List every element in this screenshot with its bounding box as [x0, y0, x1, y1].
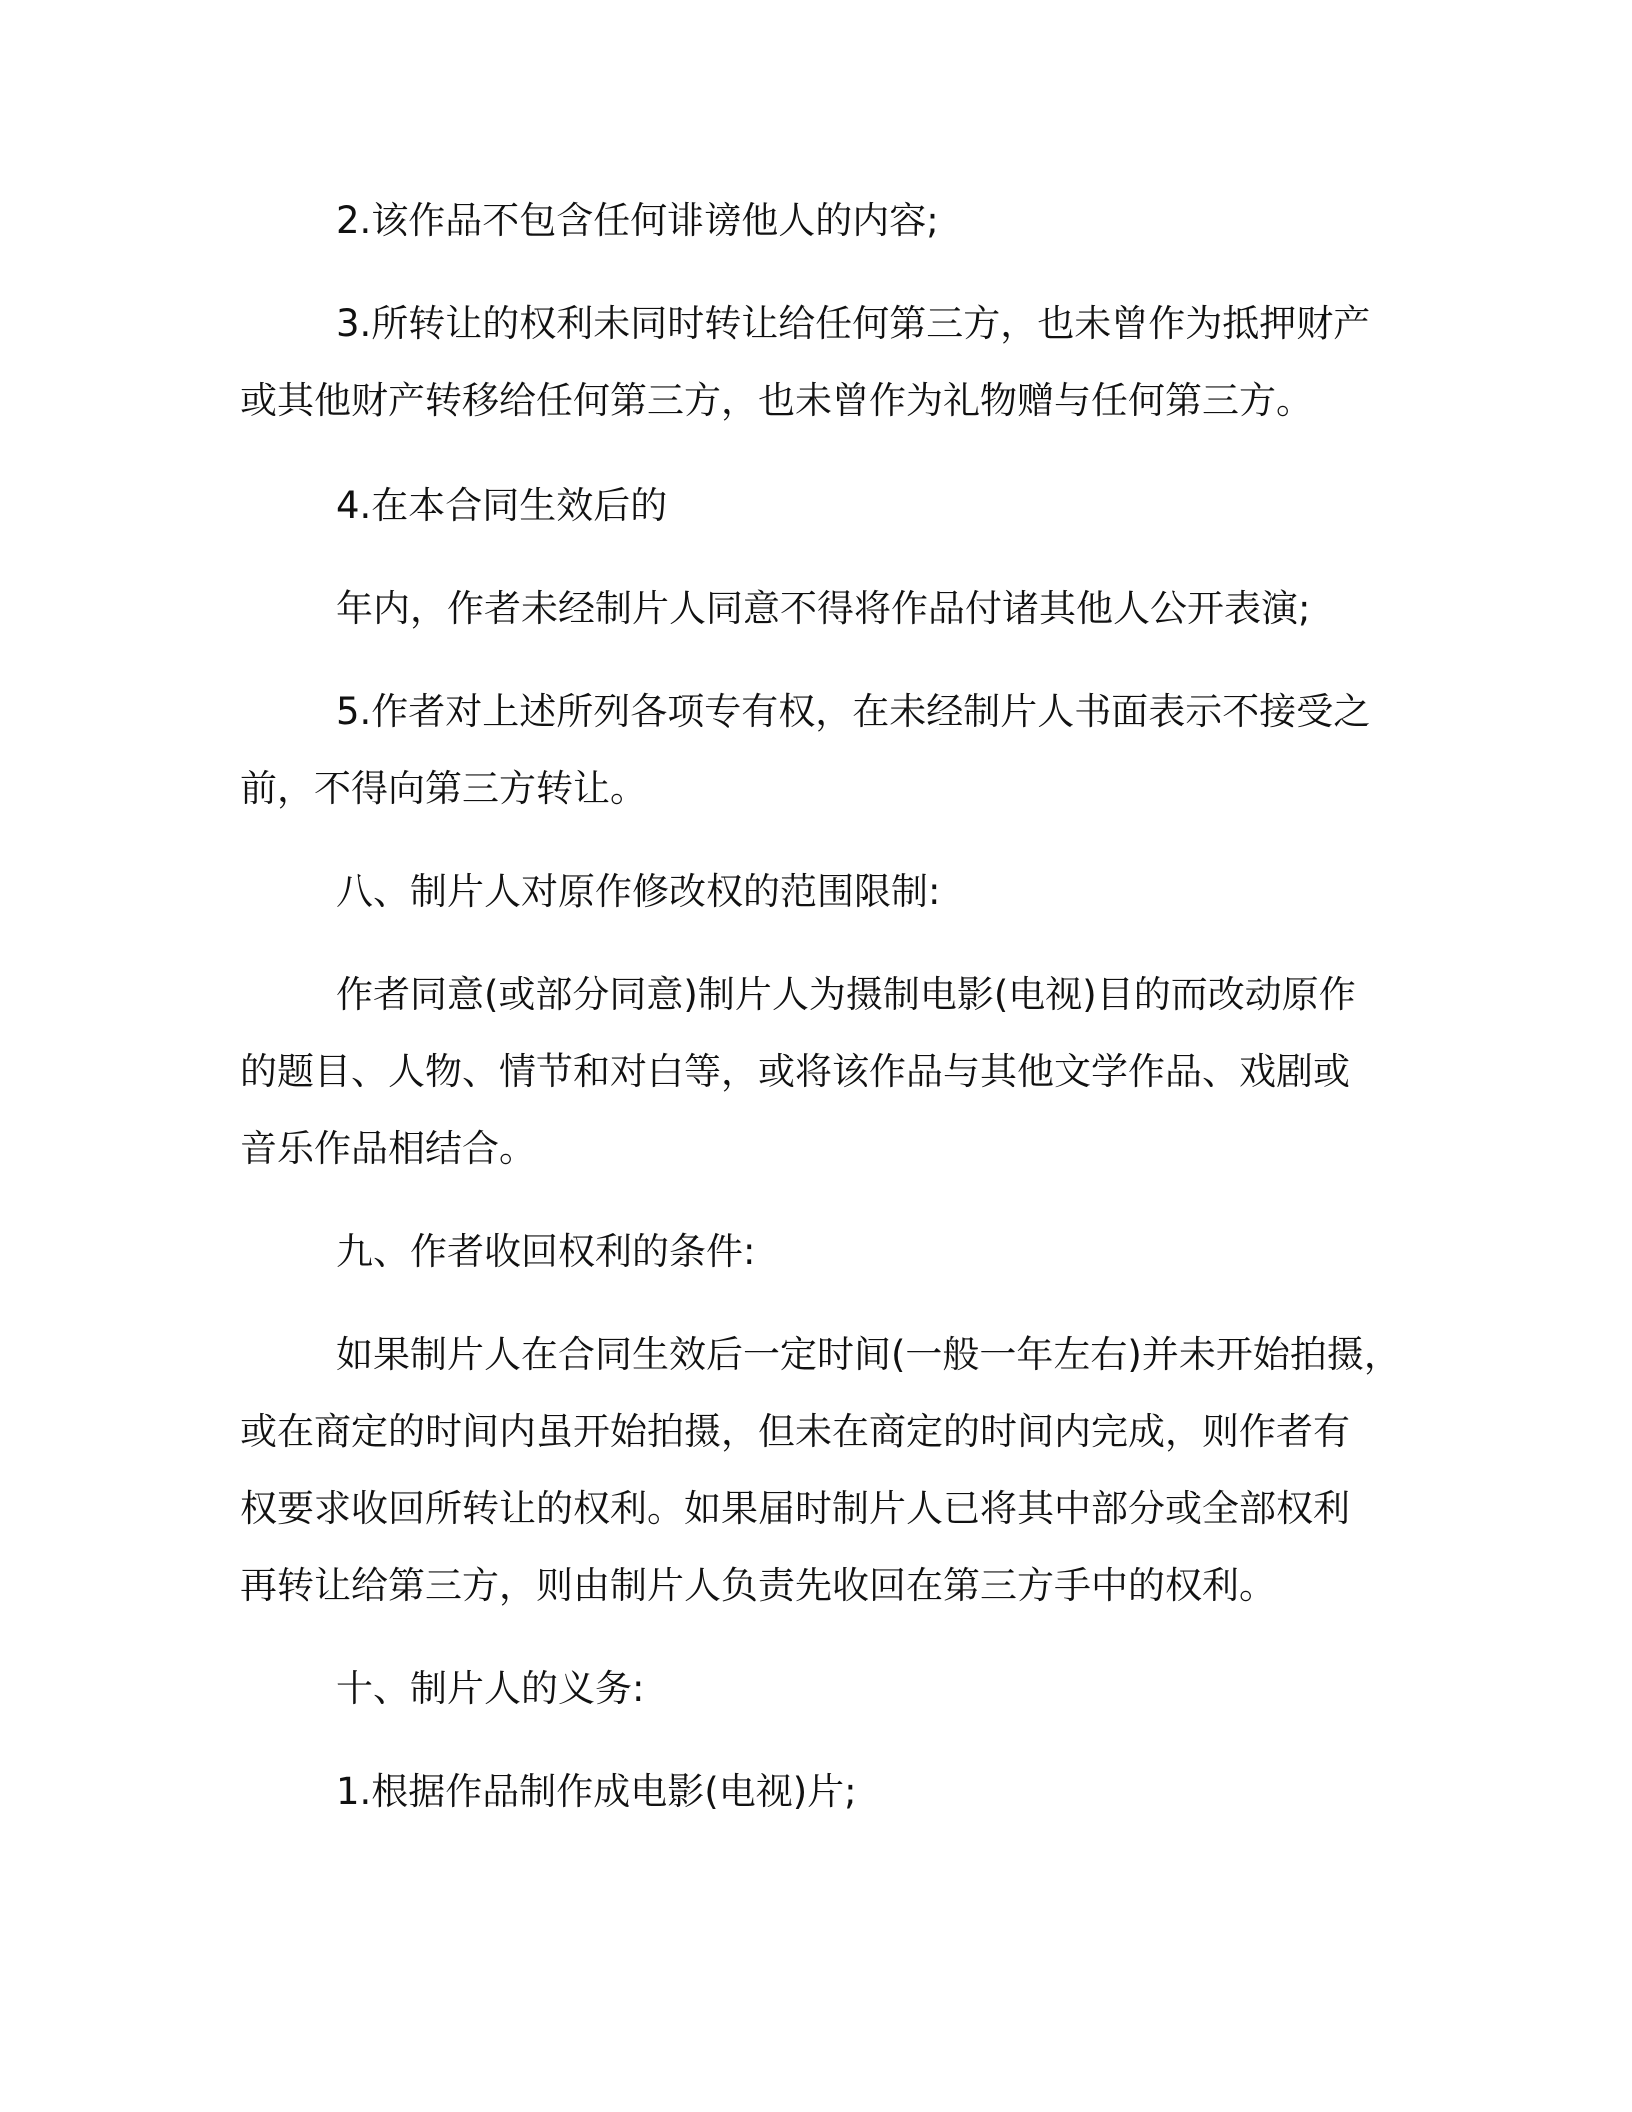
paragraph-line: 权要求收回所转让的权利。如果届时制片人已将其中部分或全部权利 [240, 1487, 1350, 1530]
paragraph-line: 2.该作品不包含任何诽谤他人的内容; [336, 199, 939, 242]
paragraph-line: 或在商定的时间内虽开始拍摄，但未在商定的时间内完成，则作者有 [240, 1410, 1350, 1453]
paragraph-clause-3 [240, 285, 1440, 439]
paragraph-clause-2 [240, 182, 1440, 259]
section-heading-9 [240, 1213, 1440, 1290]
paragraph-line: 如果制片人在合同生效后一定时间(一般一年左右)并未开始拍摄， [336, 1333, 1401, 1376]
section-heading-8 [240, 853, 1440, 930]
section-heading-10 [240, 1650, 1440, 1727]
paragraph-line: 5.作者对上述所列各项专有权，在未经制片人书面表示不接受之 [336, 690, 1371, 733]
paragraph-line: 十、制片人的义务: [336, 1667, 645, 1710]
paragraph-line: 九、作者收回权利的条件: [336, 1230, 756, 1273]
paragraph-clause-4-continued [240, 570, 1440, 647]
paragraph-line: 八、制片人对原作修改权的范围限制: [336, 870, 941, 913]
paragraph-line: 或其他财产转移给任何第三方，也未曾作为礼物赠与任何第三方。 [240, 379, 1313, 422]
paragraph-line: 4.在本合同生效后的 [336, 484, 668, 527]
paragraph-line: 再转让给第三方，则由制片人负责先收回在第三方手中的权利。 [240, 1564, 1276, 1607]
paragraph-line: 音乐作品相结合。 [240, 1127, 536, 1170]
paragraph-line: 1.根据作品制作成电影(电视)片; [336, 1770, 857, 1813]
paragraph-line: 3.所转让的权利未同时转让给任何第三方，也未曾作为抵押财产 [336, 302, 1371, 345]
paragraph-line: 作者同意(或部分同意)制片人为摄制电影(电视)目的而改动原作 [336, 973, 1356, 1016]
paragraph-line: 的题目、人物、情节和对白等，或将该作品与其他文学作品、戏剧或 [240, 1050, 1350, 1093]
paragraph-clause-4 [240, 467, 1440, 544]
paragraph-line: 前，不得向第三方转让。 [240, 767, 647, 810]
paragraph-clause-5 [240, 673, 1440, 827]
paragraph-line: 年内，作者未经制片人同意不得将作品付诸其他人公开表演; [336, 587, 1311, 630]
paragraph-section-9-body [240, 1316, 1440, 1624]
paragraph-duty-1 [240, 1753, 1440, 1830]
paragraph-section-8-body [240, 956, 1440, 1187]
